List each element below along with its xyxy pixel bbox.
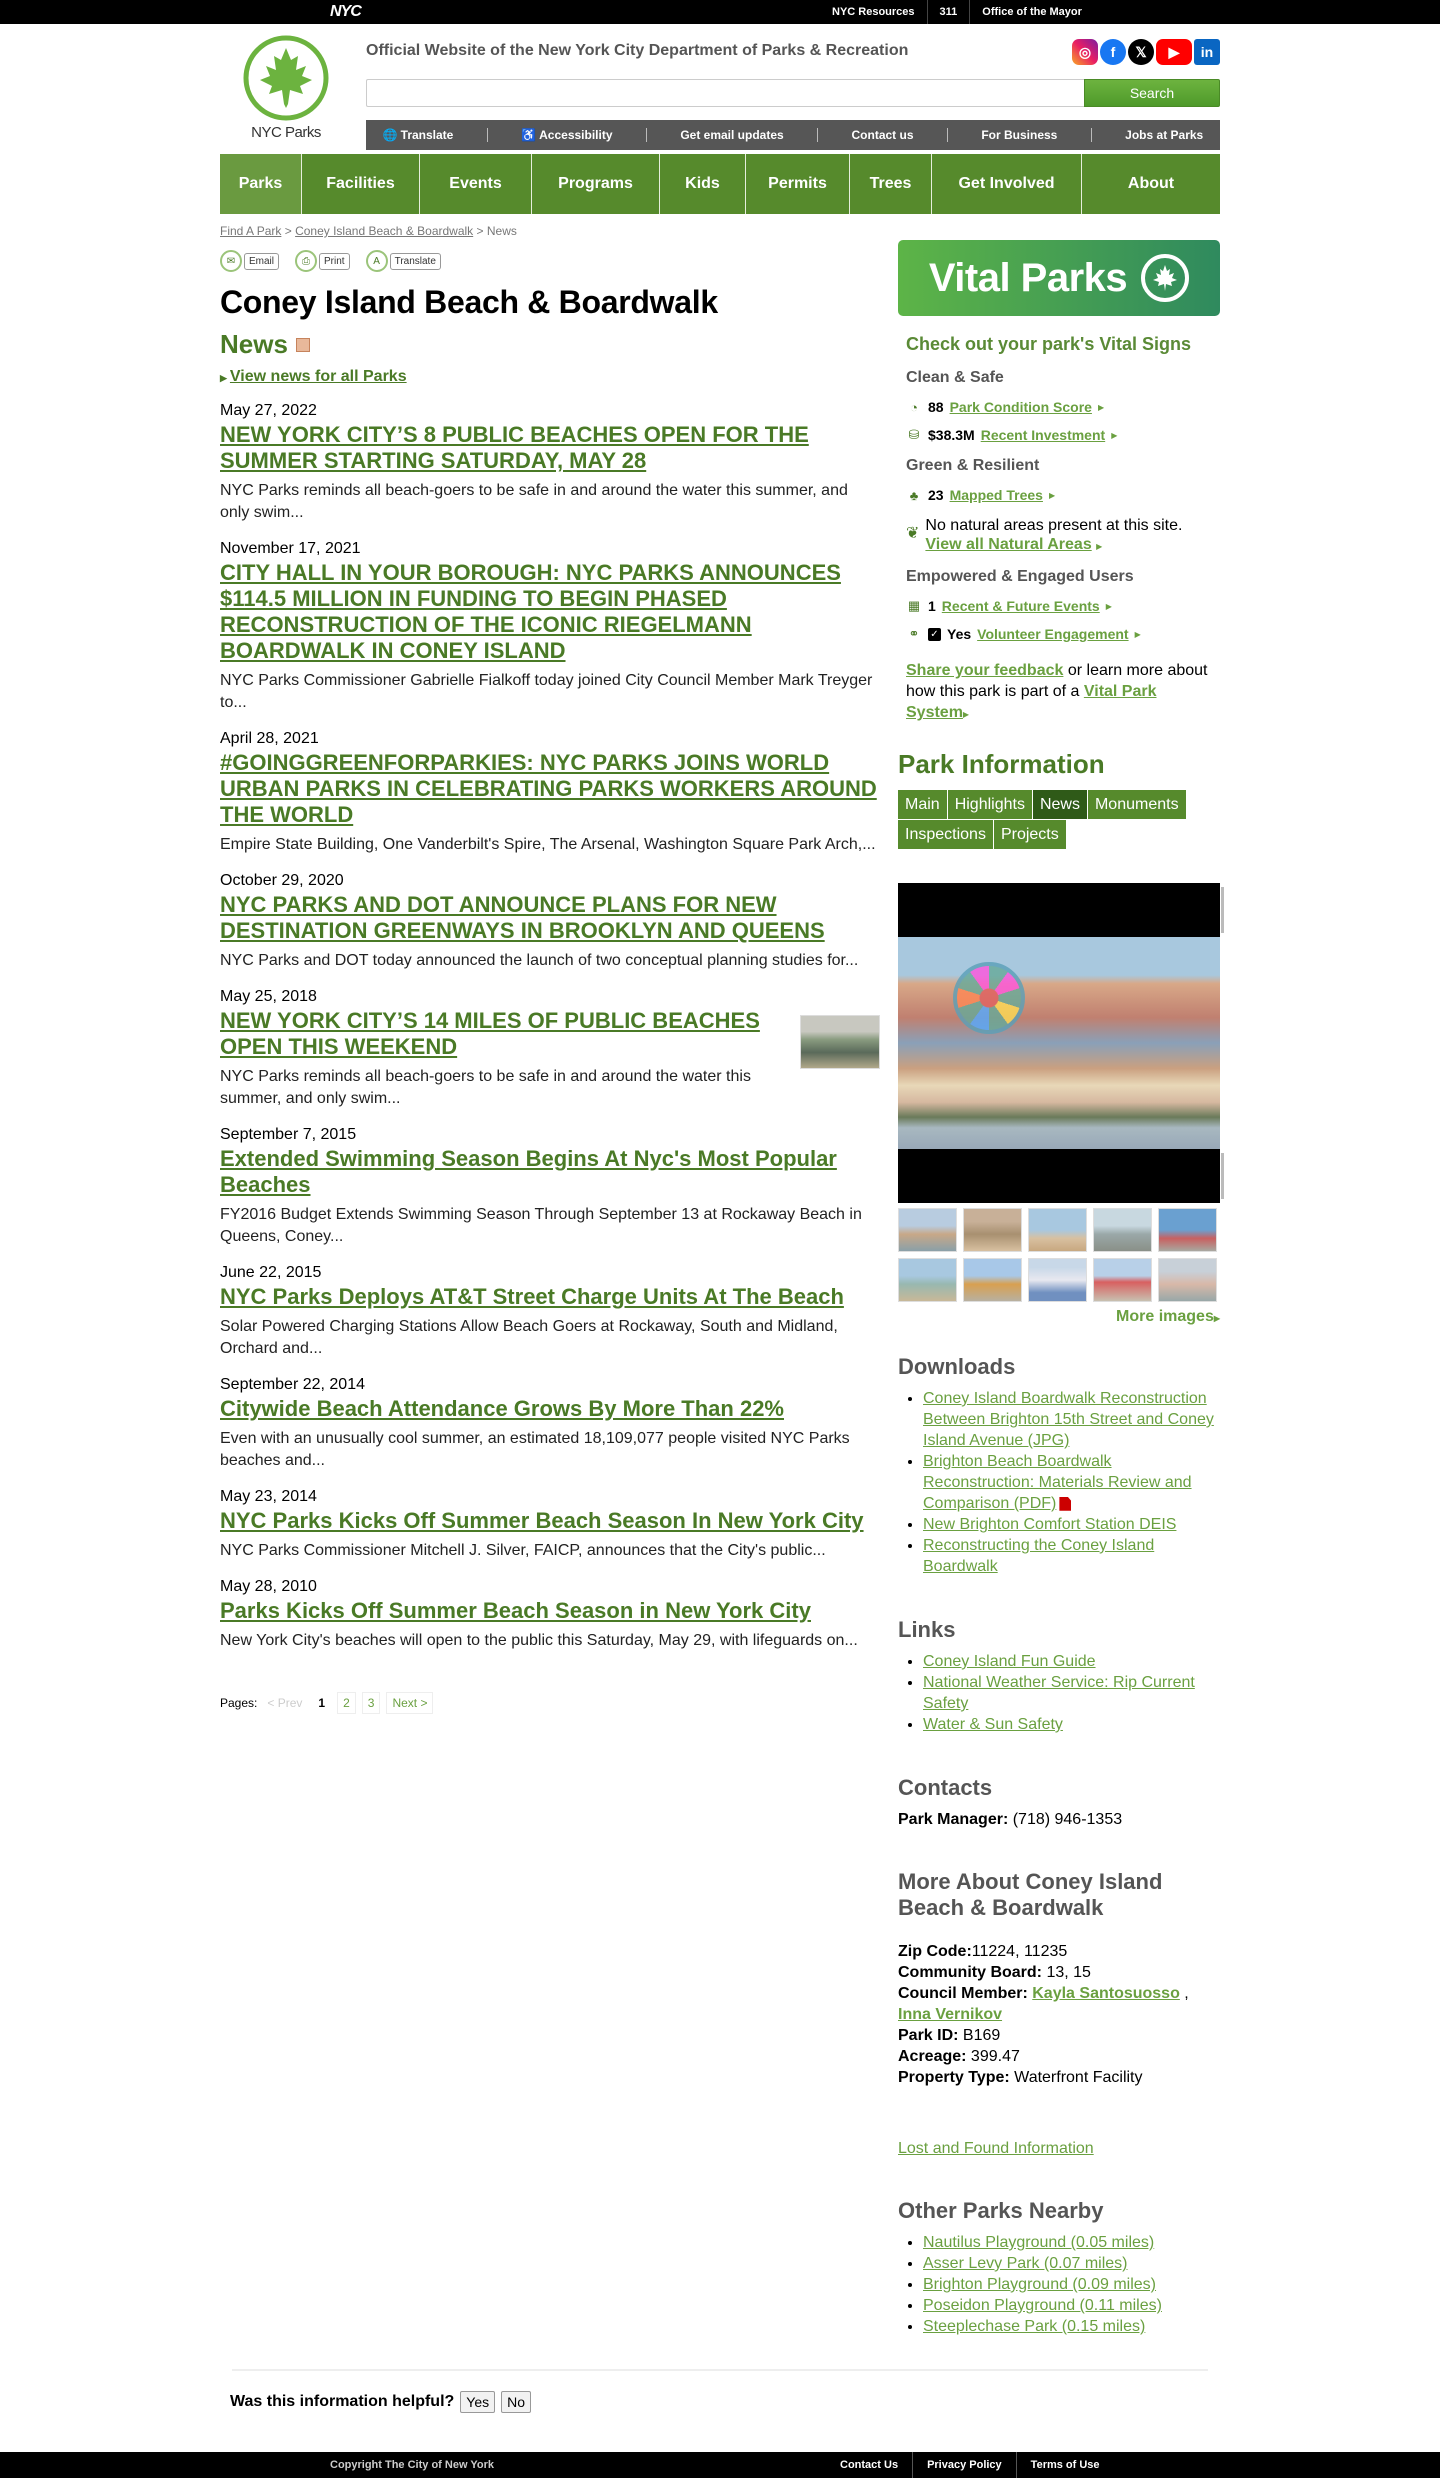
downloads-list [923,1388,1220,1577]
section-heading [220,329,880,360]
news-item [220,1376,880,1472]
events-link[interactable]: Recent & Future Events [941,598,1100,614]
vital-signs-title: Check out your park's Vital Signs [906,334,1192,354]
copyright: Copyright The City of New York [330,2459,494,2471]
print-icon: ⎙ [295,250,317,272]
facebook-icon[interactable]: f [1100,39,1126,65]
tab-highlights[interactable]: Highlights [948,790,1032,819]
feedback-no-button[interactable]: No [501,2391,531,2413]
current-page: 1 [318,1696,326,1710]
clean-safe-heading: Clean & Safe [906,369,1004,386]
page-title: Coney Island Beach & Boardwalk [220,284,718,320]
arrow-right-icon: ▶ [1213,1314,1220,1323]
utility-accessibility[interactable] [521,128,612,142]
vital-footer [906,660,1220,725]
page-body [220,214,1220,2337]
property-type-row [898,2067,1220,2088]
acreage-label: Acreage: [898,2048,967,2065]
pdf-icon [1059,1497,1071,1511]
nearby-park-link[interactable]: Poseidon Playground (0.11 miles) [923,2297,1162,2314]
gallery-thumbnail[interactable] [898,1258,957,1302]
list-item [923,2274,1220,2295]
news-item [220,730,880,856]
gauge-icon: ◔ [910,399,918,415]
handshake-icon: ⚭ [908,626,920,641]
breadcrumb-current: News [486,224,517,238]
park-id-label: Park ID: [898,2027,959,2044]
property-type-label: Property Type: [898,2069,1010,2086]
news-title-link[interactable]: NEW YORK CITY’S 8 PUBLIC BEACHES OPEN FOR THE SUMMER STARTING SATURDAY, MAY 28 [220,422,809,473]
utility-contact-us[interactable]: Contact us [851,128,914,142]
top-link-311[interactable]: 311 [927,0,970,24]
divider [646,128,647,142]
list-item [923,2316,1220,2337]
investment-link[interactable]: Recent Investment [980,427,1106,443]
park-manager-label: Park Manager: [898,1811,1009,1828]
vital-park-system-link[interactable]: Vital Park System [906,683,1157,721]
lost-found [898,2140,1220,2158]
natural-areas-row [906,515,1220,554]
news-date: April 28, 2021 [220,730,319,747]
events-value: 1 [928,598,936,614]
news-title-link[interactable]: #GOINGGREENFORPARKIES: NYC PARKS JOINS WORLD URBAN PARKS IN CELEBRATING PARKS WORKERS AROUND THE WORLD [220,750,877,827]
nav-parks[interactable]: Parks [220,154,302,214]
breadcrumb-separator: > [284,224,292,238]
empowered-heading: Empowered & Engaged Users [906,568,1134,585]
links-list [923,1651,1220,1735]
news-excerpt: NYC Parks Commissioner Gabrielle Fialkoff today joined City Council Member Mark Treyger to... [220,672,873,711]
divider [817,128,818,142]
pagination-label: Pages: [220,1696,258,1710]
board-label: Community Board: [898,1964,1042,1981]
top-link-office-of-mayor[interactable]: Office of the Mayor [969,0,1094,24]
list-item [923,1388,1220,1451]
gallery-frame-bottom [898,1149,1220,1203]
zip-label: Zip Code: [898,1943,972,1960]
ferris-wheel-graphic [953,962,1025,1034]
utility-nav [366,120,1220,150]
news-title-link[interactable]: Citywide Beach Attendance Grows By More Than 22% [220,1396,784,1421]
feedback-question: Was this information helpful? [230,2393,455,2410]
more-images-link[interactable]: More images [1116,1308,1214,1325]
vital-footer-text: or learn more about how this park is part of a [906,662,1208,700]
nav-permits[interactable]: Permits [746,154,850,214]
download-link[interactable]: New Brighton Comfort Station DEIS [923,1516,1177,1533]
more-about-heading: More About Coney Island Beach & Boardwalk [898,1869,1163,1920]
external-link[interactable]: National Weather Service: Rip Current Safety [923,1674,1195,1712]
share-feedback-link[interactable]: Share your feedback [906,662,1064,679]
divider [947,128,948,142]
council-member-link[interactable]: Kayla Santosuosso [1032,1985,1180,2002]
list-item [923,1514,1220,1535]
nearby-park-link[interactable]: Nautilus Playground (0.05 miles) [923,2234,1155,2251]
footer-terms-of-use[interactable]: Terms of Use [1016,2452,1114,2478]
board-value: 13, 15 [1042,1964,1091,1981]
email-label: Email [244,253,279,270]
top-link-nyc-resources[interactable]: NYC Resources [832,6,915,18]
view-all-news [220,368,880,386]
instagram-icon[interactable]: ◎ [1072,39,1098,65]
maple-leaf-icon [1141,254,1189,302]
search-bar [366,79,1220,107]
news-list [220,402,880,1652]
gallery-thumbnail[interactable] [1093,1208,1152,1252]
natural-areas-text: No natural areas present at this site. [925,517,1183,534]
top-bar [0,0,1440,24]
list-item [923,2253,1220,2274]
links-heading: Links [898,1617,956,1642]
news-date: October 29, 2020 [220,872,344,889]
gallery-frame-top [898,883,1220,937]
site-footer [0,2452,1440,2478]
gallery-thumbnail[interactable] [1028,1208,1087,1252]
news-date: September 7, 2015 [220,1126,357,1143]
more-images [898,1308,1220,1326]
external-link[interactable]: Water & Sun Safety [923,1716,1063,1733]
news-item [220,872,880,972]
news-title-link[interactable]: NYC PARKS AND DOT ANNOUNCE PLANS FOR NEW DESTINATION GREENWAYS IN BROOKLYN AND QUEENS [220,892,825,943]
divider [232,2369,1208,2371]
list-item [923,1672,1220,1714]
list-item [923,1714,1220,1735]
arrow-right-icon: ▶ [1111,430,1118,440]
news-title-link[interactable]: NYC Parks Deploys AT&T Street Charge Units At The Beach [220,1284,844,1309]
news-thumbnail[interactable] [800,1015,880,1069]
top-links [820,0,1094,24]
image-gallery [898,883,1220,1326]
download-link[interactable]: Brighton Beach Boardwalk Reconstruction: Materials Review and Comparison (PDF) [923,1453,1192,1512]
nav-about[interactable]: About [1127,175,1175,192]
acreage-value: 399.47 [966,2048,1020,2065]
news-item [220,988,880,1110]
arrow-right-icon: ▶ [220,373,227,383]
news-title-link[interactable]: Extended Swimming Season Begins At Nyc's Most Popular Beaches [220,1146,837,1197]
news-item [220,1488,880,1562]
council-member-link[interactable]: Inna Vernikov [898,2006,1003,2023]
arrow-right-icon: ▶ [1096,542,1103,551]
news-date: May 23, 2014 [220,1488,317,1505]
nav-trees[interactable]: Trees [850,154,932,214]
news-item [220,1126,880,1248]
social-links [1072,39,1220,65]
news-date: November 17, 2021 [220,540,361,557]
view-all-news-link[interactable]: View news for all Parks [229,368,407,385]
tab-news[interactable]: News [1033,790,1087,819]
accessibility-icon: ♿ [521,128,537,142]
news-excerpt: FY2016 Budget Extends Swimming Season Through September 13 at Rockaway Beach in Queens, Coney... [220,1206,862,1245]
site-header [220,24,1220,154]
logo-text: NYC Parks [251,124,321,141]
condition-score-row [906,399,1220,415]
volunteer-row [906,626,1220,642]
utility-jobs[interactable]: Jobs at Parks [1125,128,1204,142]
news-excerpt: Empire State Building, One Vanderbilt's Spire, The Arsenal, Washington Square Park Arch,... [220,836,876,853]
arrow-right-icon: ▶ [1097,402,1105,412]
zip-value: 11224, 11235 [971,1943,1068,1960]
nearby-park-link[interactable]: Asser Levy Park (0.07 miles) [923,2255,1128,2272]
page-tools [220,250,880,272]
utility-for-business[interactable]: For Business [981,128,1058,142]
zip-code-row [898,1941,1220,1962]
email-button[interactable] [220,250,279,272]
news-item [220,540,880,714]
download-link[interactable]: Reconstructing the Coney Island Boardwalk [923,1537,1155,1575]
news-excerpt: Even with an unusually cool summer, an estimated 18,109,077 people visited NYC Parks beaches and... [220,1430,850,1469]
arrow-right-icon: ▶ [1134,629,1141,639]
nyc-parks-logo[interactable] [242,34,330,141]
condition-score-link[interactable]: Park Condition Score [949,399,1092,415]
gallery-thumbnail[interactable] [898,1208,957,1252]
feedback-section [220,2369,1220,2413]
list-item [923,1451,1220,1514]
nav-events[interactable]: Events [420,154,532,214]
investment-row [906,427,1220,443]
maple-leaf-logo-icon [242,34,330,122]
breadcrumb-separator: > [476,224,484,238]
list-item [923,1535,1220,1577]
footer-privacy-policy[interactable]: Privacy Policy [912,2452,1016,2478]
utility-accessibility-label: Accessibility [539,128,613,142]
list-item [923,1651,1220,1672]
park-details [898,1941,1220,2088]
calendar-icon: ▦ [907,598,921,613]
natural-areas-link[interactable]: View all Natural Areas [925,536,1092,553]
breadcrumb-park[interactable]: Coney Island Beach & Boardwalk [295,224,474,238]
council-label: Council Member: [898,1985,1028,2002]
translate-label: Translate [390,253,441,270]
investment-icon: ⛁ [908,427,920,442]
nearby-park-link[interactable]: Brighton Playground (0.09 miles) [923,2276,1157,2293]
arrow-right-icon: ▶ [1048,490,1056,500]
gallery-thumbnail[interactable] [1158,1258,1217,1302]
park-manager-contact [898,1811,1220,1829]
youtube-icon[interactable]: ▶ [1156,39,1192,65]
gallery-thumbnail[interactable] [963,1258,1022,1302]
email-icon: ✉ [220,250,242,272]
utility-translate-label: Translate [400,128,454,142]
contacts-heading: Contacts [898,1775,993,1800]
events-row [906,598,1220,614]
section-heading-text: News [220,329,288,359]
acreage-row [898,2046,1220,2067]
news-title-link[interactable]: NEW YORK CITY’S 14 MILES OF PUBLIC BEACHES OPEN THIS WEEKEND [220,1008,760,1059]
nearby-list [923,2232,1220,2337]
x-icon[interactable]: 𝕏 [1128,39,1154,65]
news-excerpt: NYC Parks reminds all beach-goers to be safe in and around the water this summer, and only swim... [220,1068,751,1107]
park-manager-phone: (718) 946-1353 [1008,1811,1123,1828]
vital-parks-banner[interactable] [898,240,1220,316]
divider [1091,128,1092,142]
nav-kids[interactable]: Kids [660,154,746,214]
park-info-tabs [898,790,1198,849]
pagination [220,1692,880,1714]
site-title: Official Website of the New York City Department of Parks & Recreation [366,42,909,59]
main-content [220,214,880,2337]
search-input[interactable] [366,79,1084,107]
nav-facilities[interactable]: Facilities [302,154,420,214]
breadcrumb [220,224,880,238]
leaf-icon: ❦ [906,525,920,542]
tab-projects[interactable]: Projects [994,820,1066,849]
utility-email-updates[interactable]: Get email updates [680,128,784,142]
news-excerpt: Solar Powered Charging Stations Allow Beach Goers at Rockaway, South and Midland, Orchard and... [220,1318,838,1357]
nav-programs[interactable]: Programs [532,154,660,214]
nyc-logo[interactable]: NYC [330,3,361,20]
nearby-heading: Other Parks Nearby [898,2198,1104,2223]
list-item [923,2232,1220,2253]
news-item [220,1264,880,1360]
park-id-row [898,2025,1220,2046]
footer-contact-us[interactable]: Contact Us [840,2459,899,2471]
external-link[interactable]: Coney Island Fun Guide [923,1653,1096,1670]
green-resilient-heading: Green & Resilient [906,457,1040,474]
gallery-thumbnail[interactable] [1093,1258,1152,1302]
sidebar [898,214,1220,2337]
vital-parks-banner-text: Vital Parks [928,255,1128,300]
next-page-link[interactable]: Next > [386,1692,433,1714]
main-nav [220,154,1220,214]
footer-links [826,2452,1114,2478]
gallery-thumbnails [898,1208,1220,1302]
trees-value: 23 [928,487,944,503]
tab-main[interactable]: Main [898,790,947,819]
page-3-link[interactable]: 3 [362,1692,381,1714]
arrow-right-icon: ▶ [1105,601,1112,611]
trees-row [906,487,1220,503]
park-info-title: Park Information [898,749,1105,779]
list-item [923,2295,1220,2316]
page-2-link[interactable]: 2 [337,1692,356,1714]
divider [487,128,488,142]
linkedin-icon[interactable]: in [1194,39,1220,65]
news-title-link[interactable]: CITY HALL IN YOUR BOROUGH: NYC PARKS ANNOUNCES $114.5 MILLION IN FUNDING TO BEGIN PHASED RECONSTRUCTION OF THE ICONIC RIEGELMANN BOARDWALK IN CONEY ISLAND [220,560,841,663]
community-board-row [898,1962,1220,1983]
breadcrumb-find-a-park[interactable]: Find A Park [220,224,282,238]
feedback-yes-button[interactable]: Yes [460,2391,495,2413]
news-item [220,1578,880,1652]
news-excerpt: NYC Parks Commissioner Mitchell J. Silver, FAICP, announces that the City's public... [220,1542,826,1559]
property-type-value: Waterfront Facility [1009,2069,1143,2086]
trees-icon: ♣ [909,487,919,503]
prev-page-disabled: < Prev [267,1696,303,1710]
rss-icon[interactable] [296,338,310,352]
news-title-link[interactable]: Parks Kicks Off Summer Beach Season in New York City [220,1598,811,1623]
nearby-park-link[interactable]: Steeplechase Park (0.15 miles) [923,2318,1146,2335]
condition-score-value: 88 [928,399,944,415]
checkbox-checked-icon: ✓ [928,628,941,641]
nav-get-involved[interactable]: Get Involved [932,154,1082,214]
utility-translate[interactable] [383,128,454,142]
news-item [220,402,880,524]
translate-icon: A [366,250,388,272]
news-date: May 28, 2010 [220,1578,317,1595]
translate-icon: 🌐 [382,128,398,142]
news-excerpt: NYC Parks and DOT today announced the launch of two conceptual planning studies for... [220,952,859,969]
investment-value: $38.3M [928,427,975,443]
council-member-row: Council Member: Kayla Santosuosso , Inna Vernikov [898,1985,1189,2023]
translate-button[interactable] [366,250,441,272]
mapped-trees-link[interactable]: Mapped Trees [949,487,1043,503]
news-date: June 22, 2015 [220,1264,322,1281]
arrow-right-icon: ▶ [962,710,970,719]
downloads-heading: Downloads [898,1354,1016,1379]
news-excerpt: NYC Parks reminds all beach-goers to be safe in and around the water this summer, and only swim... [220,482,848,521]
park-id-value: B169 [958,2027,1001,2044]
news-date: September 22, 2014 [220,1376,365,1393]
news-date: May 27, 2022 [220,402,317,419]
news-date: May 25, 2018 [220,988,317,1005]
tab-inspections[interactable]: Inspections [898,820,993,849]
volunteer-value: Yes [947,626,972,642]
tab-monuments[interactable]: Monuments [1088,790,1186,819]
volunteer-link[interactable]: Volunteer Engagement [977,626,1129,642]
gallery-main-image[interactable] [898,937,1220,1149]
news-excerpt: New York City's beaches will open to the public this Saturday, May 29, with lifeguards on... [220,1632,858,1649]
print-label: Print [319,253,350,270]
download-link[interactable]: Coney Island Boardwalk Reconstruction Between Brighton 15th Street and Coney Island Avenue (JPG) [923,1390,1214,1449]
feedback-prompt [230,2391,1220,2413]
gallery-thumbnail[interactable] [963,1208,1022,1252]
lost-found-link[interactable]: Lost and Found Information [898,2140,1094,2157]
print-button[interactable] [295,250,350,272]
search-button[interactable]: Search [1084,79,1220,107]
gallery-thumbnail[interactable] [1028,1258,1087,1302]
gallery-thumbnail[interactable] [1158,1208,1217,1252]
news-title-link[interactable]: NYC Parks Kicks Off Summer Beach Season In New York City [220,1508,864,1533]
